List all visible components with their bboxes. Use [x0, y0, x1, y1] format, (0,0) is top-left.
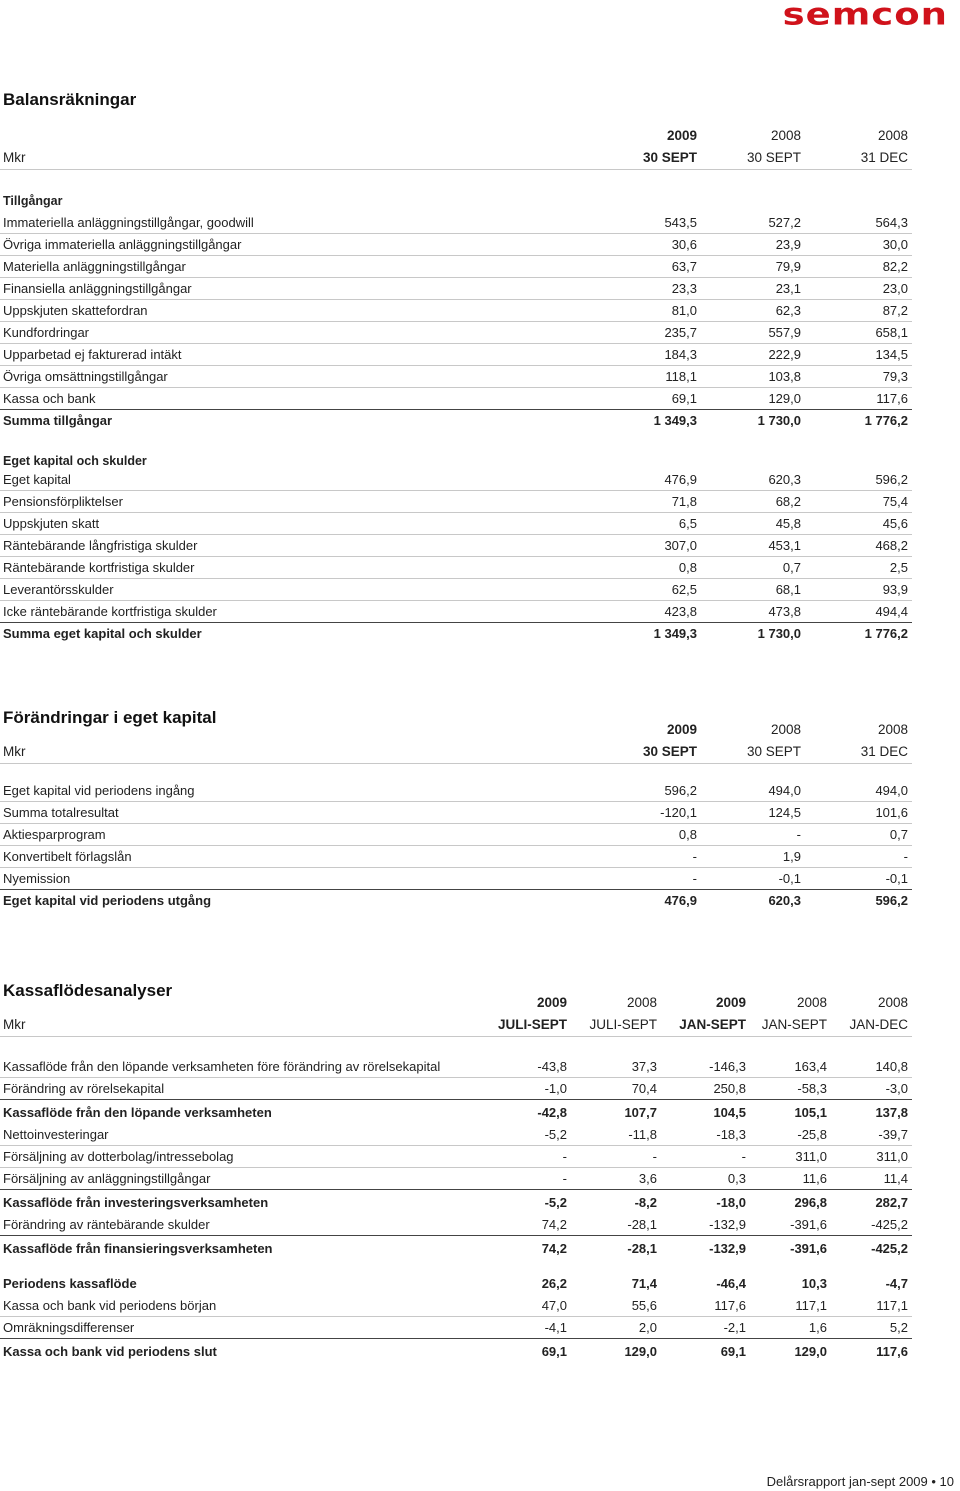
table-row	[0, 1146, 912, 1168]
table-cell: -4,7	[885, 1275, 908, 1291]
table-cell: 79,9	[701, 256, 805, 278]
table-cell: 11,6	[802, 1171, 827, 1186]
table-row	[0, 1339, 912, 1364]
table-row	[0, 322, 912, 344]
row-label: Förändring av rörelsekapital	[3, 1081, 165, 1096]
table-cell: -120,1	[600, 802, 701, 824]
table-cell: 5,2	[889, 1320, 908, 1335]
table-cell: 473,8	[768, 604, 801, 619]
table-cell: -39,7	[831, 1124, 912, 1146]
table-cell: 137,8	[831, 1100, 912, 1125]
row-label: Periodens kassaflöde	[3, 1275, 137, 1291]
table-cell: 527,2	[701, 212, 805, 234]
assets-rows	[0, 212, 912, 410]
table-cell: -391,6	[750, 1236, 831, 1261]
table-cell: -28,1	[627, 1217, 657, 1232]
equity-total-label: Summa eget kapital och skulder	[0, 623, 600, 645]
table-cell: 250,8	[713, 1081, 746, 1096]
table-cell: 2,0	[638, 1320, 657, 1335]
table-cell: 117,6	[661, 1295, 750, 1317]
assets-total-label: Summa tillgångar	[0, 410, 600, 432]
table-cell: 235,7	[600, 322, 701, 344]
year-header: 2009	[536, 995, 567, 1010]
table-cell: 63,7	[600, 256, 701, 278]
table-cell: 23,0	[805, 278, 912, 300]
row-label: Övriga omsättningstillgångar	[0, 366, 600, 388]
table-cell: 55,6	[571, 1295, 661, 1317]
table-row	[0, 1100, 912, 1125]
row-label: Pensionsförpliktelser	[0, 491, 600, 513]
table-cell: 107,7	[571, 1100, 661, 1125]
table-cell: 69,1	[661, 1339, 750, 1364]
table-cell: -132,9	[709, 1217, 746, 1232]
table-row	[0, 469, 912, 491]
equity-change-total-label: Eget kapital vid periodens utgång	[0, 890, 600, 912]
table-cell: -18,3	[661, 1124, 750, 1146]
table-cell: 124,5	[701, 802, 805, 824]
table-cell: 134,5	[805, 344, 912, 366]
table-cell: -	[571, 1146, 661, 1168]
table-cell: -11,8	[571, 1124, 661, 1146]
table-cell: 1 349,3	[600, 410, 701, 432]
table-cell: 23,1	[701, 278, 805, 300]
table-cell: -0,1	[778, 871, 801, 886]
row-label: Räntebärande kortfristiga skulder	[0, 557, 600, 579]
table-cell: 47,0	[460, 1295, 571, 1317]
table-row	[0, 1190, 912, 1215]
table-row	[0, 300, 912, 322]
table-cell: -0,1	[885, 871, 908, 886]
table-cell: 68,1	[701, 579, 805, 601]
table-cell: 468,2	[805, 535, 912, 557]
row-label: Kassa och bank vid periodens slut	[0, 1339, 460, 1364]
table-cell: 74,2	[460, 1236, 571, 1261]
table-row	[0, 1078, 912, 1100]
semcon-logo	[700, 0, 948, 30]
row-label: Förändring av räntebärande skulder	[3, 1217, 210, 1232]
period-header: 31 DEC	[805, 147, 912, 170]
table-cell: 423,8	[664, 604, 697, 619]
table-cell: 620,3	[701, 469, 805, 491]
page-footer: Delårsrapport jan-sept 2009 • 10	[766, 1474, 954, 1489]
table-cell: 620,3	[701, 890, 805, 912]
table-cell: -	[600, 846, 701, 868]
table-cell: -1,0	[544, 1081, 567, 1096]
table-cell: 23,9	[701, 234, 805, 256]
row-label: Kassaflöde från investeringsverksamheten	[0, 1190, 460, 1215]
row-label: Konvertibelt förlagslån	[0, 846, 600, 868]
table-row	[0, 388, 912, 410]
table-cell: 101,6	[805, 802, 912, 824]
table-cell: -425,2	[831, 1236, 912, 1261]
row-label: Kassaflöde från finansieringsverksamheten	[0, 1236, 460, 1261]
table-row	[0, 535, 912, 557]
table-cell: -	[562, 1171, 567, 1186]
table-cell: 658,1	[805, 322, 912, 344]
row-label: Kassaflöde från den löpande verksamheten före förändring av rörelsekapital	[0, 1056, 460, 1078]
table-row	[0, 1056, 912, 1078]
year-header: 2008	[877, 995, 908, 1010]
cashflow-title: Kassaflödesanalyser	[3, 981, 173, 1000]
table-cell: 311,0	[831, 1146, 912, 1168]
balance-title: Balansräkningar	[3, 90, 137, 109]
year-header: 2009	[666, 128, 697, 143]
table-cell: 45,6	[805, 513, 912, 535]
table-cell: 476,9	[600, 890, 701, 912]
table-cell: -425,2	[871, 1217, 908, 1232]
table-row	[0, 824, 912, 846]
table-cell: 79,3	[805, 366, 912, 388]
table-row	[0, 1236, 912, 1261]
table-cell: 476,9	[600, 469, 701, 491]
period-header: JAN-DEC	[831, 1014, 912, 1037]
table-cell: 87,2	[805, 300, 912, 322]
table-row	[0, 278, 912, 300]
row-label: Materiella anläggningstillgångar	[0, 256, 600, 278]
table-row	[0, 513, 912, 535]
row-label: Uppskjuten skattefordran	[0, 300, 600, 322]
period-header: JULI-SEPT	[571, 1014, 661, 1037]
table-cell: 0,7	[701, 557, 805, 579]
table-cell: 118,1	[600, 366, 701, 388]
table-row	[0, 557, 912, 579]
table-row	[0, 1168, 912, 1190]
table-row	[0, 234, 912, 256]
table-cell: 117,6	[831, 1339, 912, 1364]
table-row	[0, 344, 912, 366]
assets-heading: Tillgångar	[3, 194, 63, 208]
year-header: 2008	[877, 722, 908, 737]
table-cell: -391,6	[790, 1217, 827, 1232]
table-cell: -28,1	[571, 1236, 661, 1261]
table-cell: -4,1	[544, 1320, 567, 1335]
table-cell: 23,3	[600, 278, 701, 300]
table-cell: 103,8	[701, 366, 805, 388]
cashflow-table	[0, 992, 912, 1363]
balance-table	[0, 125, 912, 644]
table-cell: 69,1	[460, 1339, 571, 1364]
table-cell: 30,6	[600, 234, 701, 256]
table-cell: 37,3	[571, 1056, 661, 1078]
row-label: Försäljning av anläggningstillgångar	[3, 1171, 211, 1186]
table-cell: 117,1	[831, 1295, 912, 1317]
table-row	[0, 846, 912, 868]
row-label: Omräkningsdifferenser	[3, 1320, 135, 1335]
row-label: Nyemission	[3, 871, 71, 886]
table-cell: 494,4	[875, 604, 908, 619]
table-cell: 68,2	[701, 491, 805, 513]
table-cell: -42,8	[460, 1100, 571, 1125]
table-cell: -18,0	[661, 1190, 750, 1215]
table-cell: 129,0	[571, 1339, 661, 1364]
table-cell: 129,0	[750, 1339, 831, 1364]
table-cell: 494,0	[701, 780, 805, 802]
table-cell: -5,2	[460, 1190, 571, 1215]
table-cell: 71,8	[600, 491, 701, 513]
table-cell: 0,3	[727, 1171, 746, 1186]
unit-label: Mkr	[0, 147, 600, 170]
year-header: 2008	[770, 128, 801, 143]
table-cell: 82,2	[805, 256, 912, 278]
row-label: Kassa och bank	[3, 391, 96, 406]
row-label: Eget kapital vid periodens ingång	[0, 780, 600, 802]
row-label: Leverantörsskulder	[0, 579, 600, 601]
period-header: 31 DEC	[805, 741, 912, 764]
table-cell: 494,0	[805, 780, 912, 802]
table-cell: 62,3	[701, 300, 805, 322]
table-cell: 311,0	[750, 1146, 831, 1168]
table-cell: 69,1	[671, 391, 697, 406]
table-row	[0, 579, 912, 601]
period-header: 30 SEPT	[701, 741, 805, 764]
row-label: Eget kapital	[0, 469, 600, 491]
period-header: 30 SEPT	[600, 741, 701, 764]
table-row	[0, 780, 912, 802]
year-header: 2008	[877, 128, 908, 143]
table-row	[0, 256, 912, 278]
row-label: Försäljning av dotterbolag/intressebolag	[0, 1146, 460, 1168]
year-header: 2008	[626, 995, 657, 1010]
equity-changes-table	[0, 719, 912, 911]
table-cell: 6,5	[600, 513, 701, 535]
period-header: JAN-SEPT	[750, 1014, 831, 1037]
period-header: JAN-SEPT	[661, 1014, 750, 1037]
table-cell: 70,4	[631, 1081, 657, 1096]
table-cell: 3,6	[638, 1171, 657, 1186]
period-header: 30 SEPT	[600, 147, 701, 170]
table-row	[0, 1317, 912, 1339]
table-cell: 71,4	[631, 1275, 657, 1291]
table-cell: -	[661, 1146, 750, 1168]
table-cell: -58,3	[797, 1081, 827, 1096]
table-cell: 104,5	[661, 1100, 750, 1125]
table-cell: 105,1	[750, 1100, 831, 1125]
row-label: Kassaflöde från den löpande verksamheten	[0, 1100, 460, 1125]
table-cell: 11,4	[883, 1171, 908, 1186]
table-cell: 543,5	[600, 212, 701, 234]
year-header: 2008	[796, 995, 827, 1010]
year-header: 2009	[666, 722, 697, 737]
row-label: Icke räntebärande kortfristiga skulder	[3, 604, 217, 619]
table-row	[0, 868, 912, 890]
table-cell: 1 776,2	[805, 623, 912, 645]
row-label: Övriga immateriella anläggningstillgångar	[0, 234, 600, 256]
table-cell: 26,2	[541, 1275, 567, 1291]
row-label: Kundfordringar	[0, 322, 600, 344]
table-cell: 564,3	[805, 212, 912, 234]
row-label: Immateriella anläggningstillgångar, goodwill	[0, 212, 600, 234]
table-cell: -25,8	[750, 1124, 831, 1146]
table-cell: 596,2	[805, 890, 912, 912]
row-label: Kassa och bank vid periodens början	[0, 1295, 460, 1317]
table-cell: 62,5	[600, 579, 701, 601]
year-header: 2008	[770, 722, 801, 737]
table-row	[0, 1214, 912, 1236]
year-header: 2009	[715, 995, 746, 1010]
cashflow-rows	[0, 1056, 912, 1363]
table-cell: -	[460, 1146, 571, 1168]
table-cell: 81,0	[600, 300, 701, 322]
table-cell: 184,3	[600, 344, 701, 366]
row-label: Uppskjuten skatt	[0, 513, 600, 535]
table-cell: 140,8	[831, 1056, 912, 1078]
table-cell: -5,2	[460, 1124, 571, 1146]
table-cell: -	[692, 871, 697, 886]
table-cell: -46,4	[716, 1275, 746, 1291]
equity-change-rows	[0, 780, 912, 890]
table-cell: -8,2	[571, 1190, 661, 1215]
table-cell: 1 349,3	[600, 623, 701, 645]
table-cell: 1,6	[808, 1320, 827, 1335]
table-row	[0, 366, 912, 388]
table-cell: 117,6	[876, 391, 908, 406]
period-header: JULI-SEPT	[460, 1014, 571, 1037]
table-cell: 74,2	[541, 1217, 567, 1232]
table-cell: -	[805, 846, 912, 868]
row-label: Summa totalresultat	[0, 802, 600, 824]
table-row	[0, 802, 912, 824]
table-row	[0, 1271, 912, 1295]
table-cell: 30,0	[805, 234, 912, 256]
table-cell: 163,4	[750, 1056, 831, 1078]
table-cell: 557,9	[701, 322, 805, 344]
table-cell: 596,2	[600, 780, 701, 802]
table-row	[0, 601, 912, 623]
table-cell: 1 776,2	[805, 410, 912, 432]
table-cell: 75,4	[805, 491, 912, 513]
period-header: 30 SEPT	[701, 147, 805, 170]
row-label: Upparbetad ej fakturerad intäkt	[0, 344, 600, 366]
table-cell: 1 730,0	[701, 623, 805, 645]
table-row	[0, 1295, 912, 1317]
unit-label: Mkr	[0, 741, 600, 764]
table-cell: -146,3	[661, 1056, 750, 1078]
table-cell: -	[701, 824, 805, 846]
table-cell: 129,0	[768, 391, 801, 406]
row-label: Aktiesparprogram	[0, 824, 600, 846]
row-label: Nettoinvesteringar	[0, 1124, 460, 1146]
table-row	[0, 212, 912, 234]
table-cell: 596,2	[805, 469, 912, 491]
table-cell: 0,8	[600, 557, 701, 579]
table-row	[0, 1124, 912, 1146]
logo-text: semcon	[782, 0, 948, 32]
table-cell: 1 730,0	[701, 410, 805, 432]
equity-heading: Eget kapital och skulder	[3, 454, 147, 468]
table-cell: -43,8	[460, 1056, 571, 1078]
table-cell: 0,8	[600, 824, 701, 846]
table-cell: 117,1	[750, 1295, 831, 1317]
row-label: Räntebärande långfristiga skulder	[0, 535, 600, 557]
table-row	[0, 491, 912, 513]
table-cell: 0,7	[805, 824, 912, 846]
table-cell: 10,3	[801, 1275, 827, 1291]
equity-rows	[0, 469, 912, 623]
row-label: Finansiella anläggningstillgångar	[0, 278, 600, 300]
table-cell: -132,9	[661, 1236, 750, 1261]
table-cell: 296,8	[750, 1190, 831, 1215]
table-cell: 453,1	[701, 535, 805, 557]
table-cell: 2,5	[805, 557, 912, 579]
table-cell: 307,0	[600, 535, 701, 557]
unit-label: Mkr	[0, 1014, 460, 1037]
table-cell: 282,7	[831, 1190, 912, 1215]
table-cell: -3,0	[885, 1081, 908, 1096]
table-cell: 1,9	[701, 846, 805, 868]
equity-changes-title: Förändringar i eget kapital	[3, 708, 217, 727]
table-cell: -2,1	[723, 1320, 746, 1335]
table-cell: 45,8	[701, 513, 805, 535]
table-cell: 222,9	[701, 344, 805, 366]
table-cell: 93,9	[805, 579, 912, 601]
